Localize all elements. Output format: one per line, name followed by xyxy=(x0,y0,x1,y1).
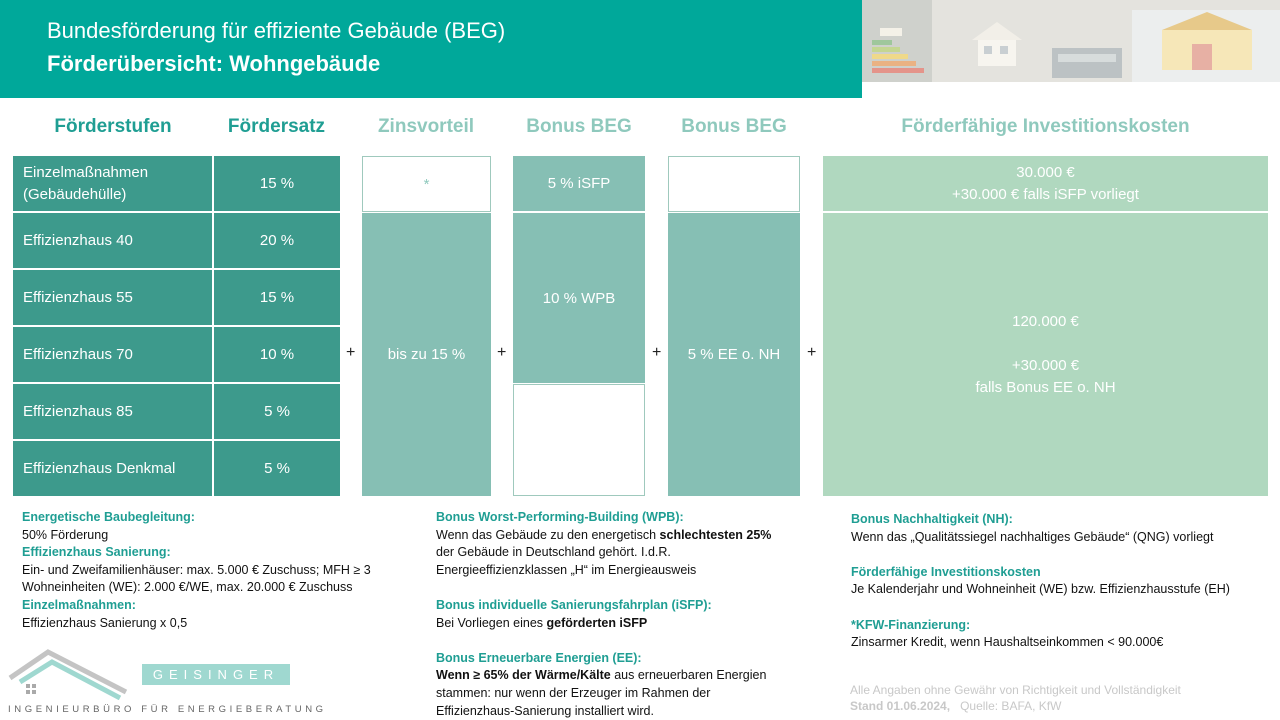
note-text: Effizienzhaus Sanierung x 0,5 xyxy=(22,615,188,630)
note-heading: Förderfähige Investitionskosten xyxy=(851,564,1041,579)
stufe-label-eh85: Effizienzhaus 85 xyxy=(13,384,212,439)
note-text: Effizienzhaus-Sanierung installiert wird. xyxy=(436,703,654,718)
note-heading: Bonus Erneuerbare Energien (EE): xyxy=(436,650,642,665)
header-photo xyxy=(862,0,1280,82)
notes-middle xyxy=(436,509,836,720)
source-text: Quelle: BAFA, KfW xyxy=(960,699,1062,713)
note-heading: *KFW-Finanzierung: xyxy=(851,617,971,632)
note-text: der Gebäude in Deutschland gehört. I.d.R. xyxy=(436,545,671,560)
foerdersatz-value: 20 % xyxy=(214,213,340,268)
notes-right xyxy=(851,511,1271,652)
bonus-ee-nh: 5 % EE o. NH xyxy=(668,213,800,496)
column-header-foerderstufen: Förderstufen xyxy=(54,116,172,137)
note-text: Wenn das Gebäude zu den energetisch schlechtesten 25% xyxy=(436,527,772,542)
company-logo xyxy=(8,648,138,705)
column-header-investitionskosten: Förderfähige Investitionskosten xyxy=(901,116,1190,137)
stand-date: Stand 01.06.2024, xyxy=(850,699,951,713)
note-text: stammen: nur wenn der Erzeuger im Rahmen der xyxy=(436,685,711,700)
note-text: Je Kalenderjahr und Wohneinheit (WE) bzw. Effizienzhausstufe (EH) xyxy=(851,582,1230,597)
brand-name: GEISINGER xyxy=(142,664,290,685)
stufe-label-eh70: Effizienzhaus 70 xyxy=(13,327,212,382)
bonus-empty-cell xyxy=(513,384,645,496)
kosten-value: 30.000 € xyxy=(1016,163,1075,181)
energy-house-photo-icon xyxy=(862,0,1280,82)
column-header-foerdersatz: Fördersatz xyxy=(227,116,326,137)
note-heading: Bonus individuelle Sanierungsfahrplan (iSFP): xyxy=(436,597,712,612)
zinsvorteil-kfw-note: * xyxy=(362,156,491,212)
plus-sign: + xyxy=(652,344,662,361)
foerdersatz-value: 15 % xyxy=(214,270,340,325)
foerdersatz-value: 5 % xyxy=(214,441,340,496)
house-roof-logo-icon xyxy=(8,648,138,700)
stufe-label-eh55: Effizienzhaus 55 xyxy=(13,270,212,325)
foerdersatz-value: 15 % xyxy=(214,156,340,211)
column-header-zinsvorteil: Zinsvorteil xyxy=(377,116,475,137)
kosten-effizienzhaus xyxy=(823,213,1268,496)
column-header-bonus-beg-2: Bonus BEG xyxy=(681,116,787,137)
note-text: Wenn das „Qualitätssiegel nachhaltiges Gebäude“ (QNG) vorliegt xyxy=(851,529,1214,544)
stufe-label-denkmal: Effizienzhaus Denkmal xyxy=(13,441,212,496)
bonus-empty-cell xyxy=(668,156,800,212)
note-text: Bei Vorliegen eines geförderten iSFP xyxy=(436,615,648,630)
kosten-extra-condition: falls Bonus EE o. NH xyxy=(975,378,1116,396)
stufe-label-eh40: Effizienzhaus 40 xyxy=(13,213,212,268)
plus-sign: + xyxy=(497,344,507,361)
note-heading: Bonus Nachhaltigkeit (NH): xyxy=(851,512,1013,526)
page-title: Bundesförderung für effiziente Gebäude (BEG) xyxy=(47,18,506,43)
note-heading: Bonus Worst-Performing-Building (WPB): xyxy=(436,510,684,524)
bonus-wpb: 10 % WPB xyxy=(513,213,645,383)
stufe-label-einzelmassnahmen: Einzelmaßnahmen (Gebäudehülle) xyxy=(13,156,212,211)
note-text: Zinsarmer Kredit, wenn Haushaltseinkommen < 90.000€ xyxy=(851,635,1164,650)
bonus-isfp: 5 % iSFP xyxy=(513,156,645,211)
note-text: 50% Förderung xyxy=(22,527,109,542)
disclaimer xyxy=(850,682,1181,714)
column-header-bonus-beg-1: Bonus BEG xyxy=(526,116,632,137)
note-text: Ein- und Zweifamilienhäuser: max. 5.000 € Zuschuss; MFH ≥ 3 xyxy=(22,562,371,577)
notes-left xyxy=(22,509,412,632)
note-text: Wohneinheiten (WE): 2.000 €/WE, max. 20.000 € Zuschuss xyxy=(22,580,353,595)
zinsvorteil-value: bis zu 15 % xyxy=(362,213,491,496)
kosten-isfp-extra: +30.000 € falls iSFP vorliegt xyxy=(952,185,1139,203)
kosten-einzelmassnahmen xyxy=(823,156,1268,211)
note-text: Energieeffizienzklassen „H“ im Energieausweis xyxy=(436,562,697,577)
note-heading: Einzelmaßnahmen: xyxy=(22,597,136,612)
plus-sign: + xyxy=(807,344,817,361)
title-banner xyxy=(0,0,862,98)
kosten-extra: +30.000 € xyxy=(1011,356,1080,374)
note-heading: Effizienzhaus Sanierung: xyxy=(22,545,171,560)
kosten-value: 120.000 € xyxy=(1012,312,1079,330)
foerdersatz-value: 10 % xyxy=(214,327,340,382)
note-heading: Energetische Baubegleitung: xyxy=(22,510,195,524)
note-text: Wenn ≥ 65% der Wärme/Kälte aus erneuerbaren Energien xyxy=(436,668,767,683)
page-subtitle: Förderübersicht: Wohngebäude xyxy=(47,51,381,76)
disclaimer-text: Alle Angaben ohne Gewähr von Richtigkeit und Vollständigkeit xyxy=(850,683,1181,697)
foerdersatz-value: 5 % xyxy=(214,384,340,439)
plus-sign: + xyxy=(346,344,356,361)
brand-tagline: INGENIEURBÜRO FÜR ENERGIEBERATUNG xyxy=(8,704,327,715)
